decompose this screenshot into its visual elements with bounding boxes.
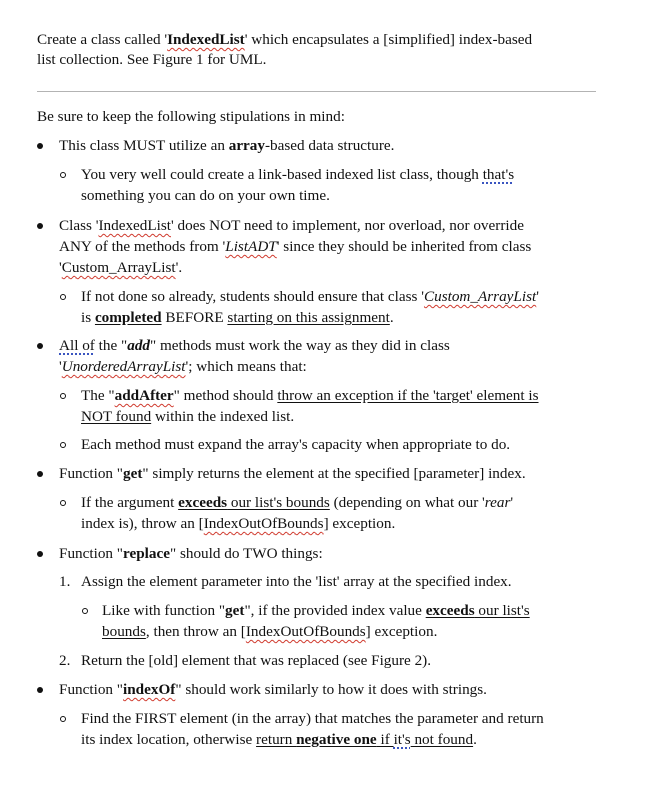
text: is: [81, 309, 95, 326]
text: Function ": [59, 681, 123, 698]
text: not found: [410, 731, 474, 748]
text: ] exception.: [365, 623, 438, 640]
text: within the indexed list.: [151, 408, 295, 425]
text: it's: [393, 731, 411, 748]
stipulations-heading: Be sure to keep the following stipulations in mind:: [37, 108, 345, 125]
text: '.: [175, 259, 183, 276]
bullet-get: [59, 464, 526, 483]
text: ' does NOT need to implement, nor overload, nor override: [171, 217, 524, 234]
text: ' which encapsulates a [simplified] index-based: [244, 31, 533, 48]
text: its index location, otherwise: [81, 731, 257, 748]
list-number: 2.: [59, 652, 71, 669]
sub-bullet-icon: [60, 716, 66, 722]
text: " method should: [173, 387, 278, 404]
text: Create a class called ': [37, 31, 168, 48]
text: ANY of the methods from ': [59, 238, 226, 255]
sub-bullet-line: [81, 386, 539, 405]
text: .: [473, 731, 477, 748]
text: This class MUST utilize an: [59, 137, 229, 154]
bold-text: get: [123, 465, 143, 482]
text: index is), throw an [: [81, 515, 204, 532]
bullet-line: [59, 258, 182, 277]
text: bounds: [102, 623, 146, 640]
text: '; which means that:: [185, 358, 307, 375]
class-name: Custom_ArrayList: [423, 288, 537, 305]
text: our list's bounds: [227, 494, 330, 511]
bullet-icon: [37, 687, 43, 693]
text: our list's: [474, 602, 530, 619]
bullet-icon: [37, 223, 43, 229]
class-name: IndexedList: [98, 217, 171, 234]
bullet-replace: [59, 544, 323, 563]
bold-text: add: [127, 337, 150, 354]
text: .: [389, 309, 394, 326]
text: " methods must work the way as they did in class: [150, 337, 450, 354]
text: ': [59, 259, 62, 276]
sub-bullet-icon: [60, 500, 66, 506]
bullet-icon: [37, 343, 43, 349]
sub-bullet-icon: [60, 172, 66, 178]
text: ] exception.: [323, 515, 396, 532]
sub-bullet-icon: [60, 393, 66, 399]
sub-bullet-line: something you can do on your own time.: [81, 187, 330, 204]
text: , then throw an [: [145, 623, 246, 640]
sub-bullet-line: [102, 601, 530, 620]
sub-bullet-line: [81, 308, 394, 327]
bullet-icon: [37, 143, 43, 149]
text: The ": [81, 387, 115, 404]
class-name: IndexOutOfBounds: [203, 515, 324, 532]
sub-bullet-line: [81, 165, 514, 184]
text: All of: [59, 337, 95, 354]
bold-text: exceeds: [425, 602, 475, 619]
text: " should do TWO things:: [169, 545, 323, 562]
text: ': [510, 494, 514, 511]
text: Class ': [59, 217, 99, 234]
bullet-line: [59, 336, 450, 355]
bold-text: completed: [94, 309, 162, 326]
bullet-line: [59, 216, 524, 235]
intro-line-2: list collection. See Figure 1 for UML.: [37, 51, 267, 68]
class-name: UnorderedArrayList: [61, 358, 186, 375]
text: If the argument: [81, 494, 179, 511]
sub-bullet-icon: [60, 442, 66, 448]
text: ': [59, 358, 62, 375]
text: If not done so already, students should ensure that class ': [81, 288, 424, 305]
text: return: [256, 731, 297, 748]
text: ' since they should be inherited from class: [276, 238, 532, 255]
text: " should work similarly to how it does with strings.: [175, 681, 487, 698]
text: Function ": [59, 465, 123, 482]
sub-bullet-icon: [82, 608, 88, 614]
bullet-line: [59, 237, 531, 256]
text: starting on this assignment: [227, 309, 390, 326]
bold-text: negative one: [296, 731, 377, 748]
bold-text: indexOf: [123, 681, 176, 698]
bold-text: addAfter: [114, 387, 174, 404]
text: the ": [94, 337, 128, 354]
text: rear: [484, 494, 511, 511]
class-name: IndexedList: [167, 31, 245, 48]
sub-bullet-line: [81, 493, 513, 512]
text: if: [376, 731, 394, 748]
bold-text: exceeds: [178, 494, 228, 511]
text: -based data structure.: [264, 137, 395, 154]
text: ", if the provided index value: [244, 602, 426, 619]
bold-text: get: [225, 602, 245, 619]
text: ': [536, 288, 539, 305]
numbered-item: Return the [old] element that was replaced (see Figure 2).: [81, 652, 432, 669]
bullet-icon: [37, 471, 43, 477]
class-name: IndexOutOfBounds: [245, 623, 366, 640]
class-name: Custom_ArrayList: [61, 259, 176, 276]
text: Like with function ": [102, 602, 226, 619]
bold-text: array: [228, 137, 265, 154]
bullet-line: [59, 357, 307, 376]
sub-bullet-line: Find the FIRST element (in the array) that matches the parameter and return: [81, 710, 544, 727]
numbered-item: Assign the element parameter into the 'list' array at the specified index.: [81, 573, 512, 590]
class-name: ListADT: [225, 238, 277, 255]
text: " simply returns the element at the specified [parameter] index.: [142, 465, 526, 482]
text: Function ": [59, 545, 123, 562]
bullet-array: [59, 136, 394, 155]
intro-line-1: [37, 30, 532, 49]
bullet-icon: [37, 551, 43, 557]
bullet-indexof: [59, 680, 487, 699]
sub-bullet-line: Each method must expand the array's capacity when appropriate to do.: [81, 436, 511, 453]
text: BEFORE: [161, 309, 228, 326]
divider: [37, 91, 596, 92]
text: that's: [482, 166, 515, 183]
text: (depending on what our ': [329, 494, 485, 511]
sub-bullet-line: [81, 514, 395, 533]
sub-bullet-line: [81, 730, 477, 749]
sub-bullet-line: [102, 622, 437, 641]
text: throw an exception if the 'target' element is: [277, 387, 539, 404]
text: You very well could create a link-based indexed list class, though: [81, 166, 483, 183]
list-number: 1.: [59, 573, 71, 590]
text: NOT found: [81, 408, 152, 425]
sub-bullet-icon: [60, 294, 66, 300]
sub-bullet-line: [81, 407, 294, 426]
sub-bullet-line: [81, 287, 539, 306]
bold-text: replace: [123, 545, 170, 562]
